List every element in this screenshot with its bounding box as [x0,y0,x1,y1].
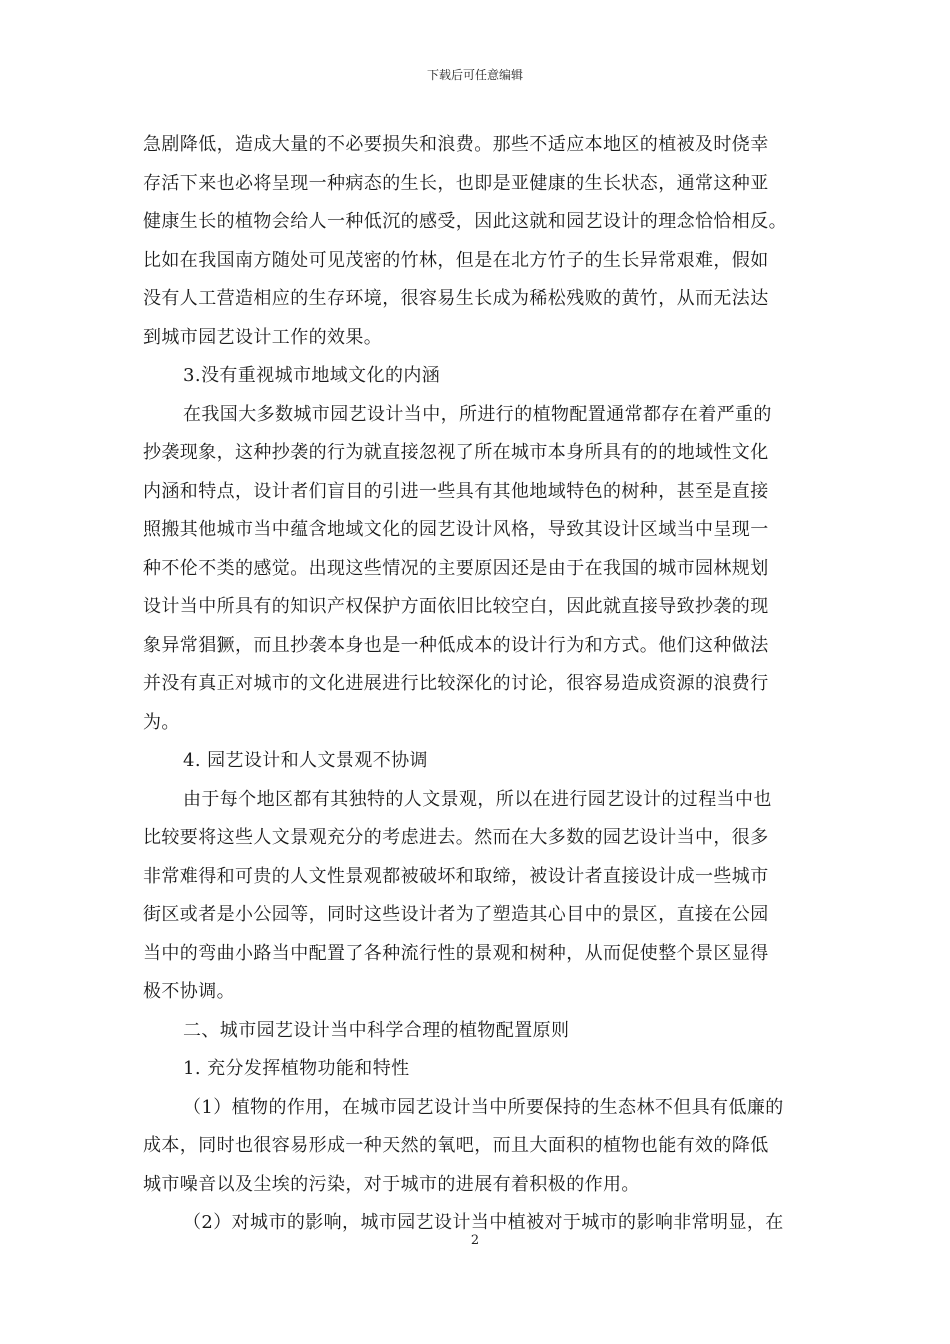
text-line: 成本，同时也很容易形成一种天然的氧吧，而且大面积的植物也能有效的降低 [143,1135,769,1156]
paragraph [143,1050,815,1089]
paragraph [143,1089,815,1128]
text-line: 街区或者是小公园等，同时这些设计者为了塑造其心目中的景区，直接在公园 [143,904,769,925]
paragraph [143,434,815,742]
text-line: 为。 [143,711,180,733]
text-line: 设计当中所具有的知识产权保护方面依旧比较空白，因此就直接导致抄袭的现 [143,596,769,617]
text-line: 当中的弯曲小路当中配置了各种流行性的景观和树种，从而促使整个景区显得 [143,942,769,964]
text-line: 照搬其他城市当中蕴含地域文化的园艺设计风格，导致其设计区域当中呈现一 [143,519,769,540]
page-number: 2 [470,1233,480,1248]
paragraph [143,742,815,781]
text-line: 并没有真正对城市的文化进展进行比较深化的讨论，很容易造成资源的浪费行 [143,673,769,694]
text-line: 内涵和特点，设计者们盲目的引进一些具有其他地域特色的树种，甚至是直接 [143,480,769,502]
text-line: 极不协调。 [143,981,235,1002]
text-line: （1）植物的作用，在城市园艺设计当中所要保持的生态林不但具有低廉的 [183,1096,784,1118]
paragraph [143,781,815,820]
text-line: 种不伦不类的感觉。出现这些情况的主要原因还是由于在我国的城市园林规划 [143,557,769,579]
text-line: 由于每个地区都有其独特的人文景观，所以在进行园艺设计的过程当中也 [183,788,772,810]
paragraph [143,126,815,357]
document-body [143,126,815,1243]
text-line: 健康生长的植物会给人一种低沉的感受，因此这就和园艺设计的理念恰恰相反。 [143,211,787,232]
text-line: （2）对城市的影响，城市园艺设计当中植被对于城市的影响非常明显，在 [183,1212,784,1233]
text-line: 存活下来也必将呈现一种病态的生长，也即是亚健康的生长状态，通常这种亚 [143,172,769,194]
paragraph [143,1127,815,1204]
text-line: 急剧降低，造成大量的不必要损失和浪费。那些不适应本地区的植被及时侥幸 [143,134,769,155]
text-line: 非常难得和可贵的人文性景观都被破坏和取缔，被设计者直接设计成一些城市 [143,865,769,887]
text-line: 4. 园艺设计和人文景观不协调 [183,750,428,771]
text-line: 二、城市园艺设计当中科学合理的植物配置原则 [183,1019,570,1041]
text-line: 比如在我国南方随处可见茂密的竹林，但是在北方竹子的生长异常艰难，假如 [143,249,769,271]
paragraph [143,1012,815,1051]
text-line: 1. 充分发挥植物功能和特性 [183,1058,410,1079]
text-line: 到城市园艺设计工作的效果。 [143,326,383,348]
text-line: 城市噪音以及尘埃的污染，对于城市的进展有着积极的作用。 [143,1173,640,1195]
paragraph [143,357,815,396]
paragraph [143,819,815,1012]
page-header: 下载后可任意编辑 [426,68,523,82]
text-line: 在我国大多数城市园艺设计当中，所进行的植物配置通常都存在着严重的 [183,403,772,425]
text-line: 比较要将这些人文景观充分的考虑进去。然而在大多数的园艺设计当中，很多 [143,827,769,848]
paragraph [143,396,815,435]
text-line: 象异常猖獗，而且抄袭本身也是一种低成本的设计行为和方式。他们这种做法 [143,634,769,656]
text-line: 3.没有重视城市地域文化的内涵 [183,365,441,386]
text-line: 没有人工营造相应的生存环境，很容易生长成为稀松残败的黄竹，从而无法达 [143,288,769,309]
text-line: 抄袭现象，这种抄袭的行为就直接忽视了所在城市本身所具有的的地域性文化 [143,442,769,463]
